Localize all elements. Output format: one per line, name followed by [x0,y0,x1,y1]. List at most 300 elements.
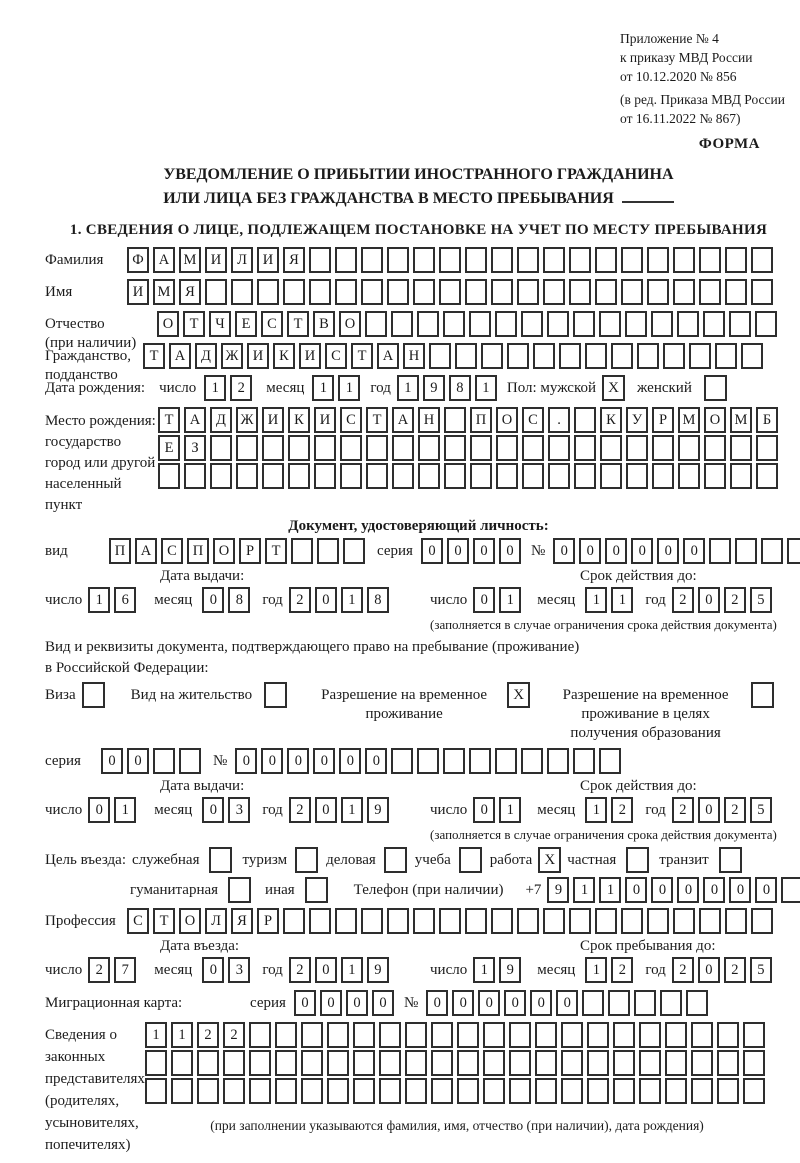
char-cell[interactable]: И [257,247,279,273]
char-cell[interactable]: 0 [473,538,495,564]
char-cell[interactable]: Т [366,407,388,433]
char-cell[interactable] [509,1050,531,1076]
purpose-business-checkbox[interactable] [384,847,407,873]
char-cell[interactable] [647,247,669,273]
char-cell[interactable] [574,463,596,489]
char-cell[interactable] [314,435,336,461]
char-cell[interactable] [561,1050,583,1076]
char-cell[interactable]: 0 [235,748,257,774]
char-cell[interactable]: 0 [372,990,394,1016]
char-cell[interactable]: Д [210,407,232,433]
char-cell[interactable]: 0 [657,538,679,564]
char-cell[interactable] [301,1022,323,1048]
char-cell[interactable]: 9 [367,797,389,823]
char-cell[interactable] [600,435,622,461]
char-cell[interactable] [443,748,465,774]
char-cell[interactable] [573,748,595,774]
char-cell[interactable]: 2 [724,797,746,823]
char-cell[interactable]: 9 [367,957,389,983]
char-cell[interactable] [730,435,752,461]
char-cell[interactable] [353,1050,375,1076]
char-cell[interactable]: Я [179,279,201,305]
char-cell[interactable] [392,435,414,461]
char-cell[interactable] [755,311,777,337]
char-cell[interactable]: Л [205,908,227,934]
char-cell[interactable] [444,407,466,433]
char-cell[interactable] [651,311,673,337]
char-cell[interactable] [184,463,206,489]
char-cell[interactable] [569,279,591,305]
char-cell[interactable] [639,1078,661,1104]
char-cell[interactable] [291,538,313,564]
char-cell[interactable] [547,748,569,774]
purpose-transit-checkbox[interactable] [719,847,742,873]
char-cell[interactable]: 0 [421,538,443,564]
char-cell[interactable] [686,990,708,1016]
char-cell[interactable] [413,908,435,934]
char-cell[interactable] [340,435,362,461]
char-cell[interactable] [417,748,439,774]
char-cell[interactable]: . [548,407,570,433]
char-cell[interactable] [599,311,621,337]
sex-female-checkbox[interactable] [704,375,727,401]
char-cell[interactable] [647,908,669,934]
char-cell[interactable] [613,1022,635,1048]
char-cell[interactable]: 0 [698,797,720,823]
char-cell[interactable] [249,1078,271,1104]
char-cell[interactable] [465,279,487,305]
char-cell[interactable] [559,343,581,369]
char-cell[interactable] [751,279,773,305]
char-cell[interactable] [517,279,539,305]
char-cell[interactable]: 9 [547,877,569,903]
char-cell[interactable] [587,1078,609,1104]
char-cell[interactable]: 2 [223,1022,245,1048]
char-cell[interactable] [361,279,383,305]
char-cell[interactable] [582,990,604,1016]
char-cell[interactable]: 0 [556,990,578,1016]
char-cell[interactable]: 0 [315,587,337,613]
char-cell[interactable]: П [187,538,209,564]
char-cell[interactable] [496,463,518,489]
char-cell[interactable]: 0 [339,748,361,774]
char-cell[interactable]: 1 [312,375,334,401]
char-cell[interactable] [439,247,461,273]
char-cell[interactable] [621,908,643,934]
char-cell[interactable]: Т [183,311,205,337]
char-cell[interactable]: 2 [611,797,633,823]
char-cell[interactable] [418,463,440,489]
char-cell[interactable]: 0 [320,990,342,1016]
char-cell[interactable] [574,435,596,461]
char-cell[interactable]: 0 [625,877,647,903]
char-cell[interactable] [665,1050,687,1076]
char-cell[interactable]: 1 [499,797,521,823]
char-cell[interactable]: 1 [475,375,497,401]
residence-permit-checkbox[interactable] [264,682,287,708]
char-cell[interactable] [699,247,721,273]
char-cell[interactable] [457,1050,479,1076]
char-cell[interactable] [543,279,565,305]
char-cell[interactable] [223,1050,245,1076]
char-cell[interactable]: И [247,343,269,369]
char-cell[interactable]: У [626,407,648,433]
char-cell[interactable]: В [313,311,335,337]
char-cell[interactable]: 0 [127,748,149,774]
char-cell[interactable] [507,343,529,369]
char-cell[interactable]: 0 [499,538,521,564]
char-cell[interactable] [158,463,180,489]
char-cell[interactable]: А [135,538,157,564]
char-cell[interactable]: О [179,908,201,934]
char-cell[interactable] [455,343,477,369]
char-cell[interactable] [327,1050,349,1076]
char-cell[interactable] [522,463,544,489]
char-cell[interactable] [569,908,591,934]
char-cell[interactable] [561,1022,583,1048]
char-cell[interactable] [210,435,232,461]
char-cell[interactable]: С [127,908,149,934]
char-cell[interactable] [717,1078,739,1104]
char-cell[interactable]: 5 [750,797,772,823]
char-cell[interactable] [405,1022,427,1048]
char-cell[interactable] [379,1050,401,1076]
char-cell[interactable] [431,1078,453,1104]
char-cell[interactable] [275,1078,297,1104]
char-cell[interactable]: Т [265,538,287,564]
char-cell[interactable] [743,1022,765,1048]
char-cell[interactable]: 7 [114,957,136,983]
char-cell[interactable]: 0 [631,538,653,564]
char-cell[interactable]: 0 [677,877,699,903]
char-cell[interactable] [717,1022,739,1048]
char-cell[interactable] [741,343,763,369]
char-cell[interactable] [366,435,388,461]
char-cell[interactable] [249,1050,271,1076]
char-cell[interactable]: 2 [672,957,694,983]
char-cell[interactable] [699,279,721,305]
char-cell[interactable] [729,311,751,337]
char-cell[interactable]: Ч [209,311,231,337]
char-cell[interactable] [517,247,539,273]
char-cell[interactable] [283,279,305,305]
char-cell[interactable] [522,435,544,461]
char-cell[interactable] [689,343,711,369]
char-cell[interactable] [469,311,491,337]
char-cell[interactable]: 0 [755,877,777,903]
char-cell[interactable] [262,463,284,489]
char-cell[interactable]: С [325,343,347,369]
purpose-study-checkbox[interactable] [459,847,482,873]
char-cell[interactable]: И [127,279,149,305]
char-cell[interactable] [444,435,466,461]
char-cell[interactable] [335,279,357,305]
char-cell[interactable]: 2 [289,797,311,823]
char-cell[interactable] [709,538,731,564]
char-cell[interactable] [495,311,517,337]
purpose-private-checkbox[interactable] [626,847,649,873]
char-cell[interactable]: 0 [530,990,552,1016]
char-cell[interactable]: А [392,407,414,433]
char-cell[interactable] [751,247,773,273]
char-cell[interactable]: И [262,407,284,433]
char-cell[interactable] [743,1050,765,1076]
char-cell[interactable] [413,247,435,273]
char-cell[interactable] [391,748,413,774]
char-cell[interactable] [725,247,747,273]
purpose-work-checkbox[interactable]: X [538,847,561,873]
char-cell[interactable] [301,1050,323,1076]
char-cell[interactable] [595,247,617,273]
char-cell[interactable]: Т [158,407,180,433]
char-cell[interactable]: 3 [228,957,250,983]
char-cell[interactable] [639,1022,661,1048]
char-cell[interactable] [573,311,595,337]
char-cell[interactable] [491,279,513,305]
char-cell[interactable] [366,463,388,489]
char-cell[interactable] [443,311,465,337]
char-cell[interactable]: П [470,407,492,433]
char-cell[interactable]: Т [287,311,309,337]
char-cell[interactable] [543,908,565,934]
char-cell[interactable] [309,908,331,934]
char-cell[interactable]: С [261,311,283,337]
char-cell[interactable] [343,538,365,564]
char-cell[interactable] [145,1078,167,1104]
char-cell[interactable] [470,463,492,489]
char-cell[interactable]: С [522,407,544,433]
char-cell[interactable]: 1 [473,957,495,983]
char-cell[interactable]: И [299,343,321,369]
char-cell[interactable] [704,463,726,489]
char-cell[interactable] [309,247,331,273]
char-cell[interactable] [457,1022,479,1048]
char-cell[interactable] [691,1050,713,1076]
char-cell[interactable] [275,1050,297,1076]
char-cell[interactable]: И [205,247,227,273]
char-cell[interactable]: 0 [202,797,224,823]
char-cell[interactable]: О [157,311,179,337]
char-cell[interactable] [517,908,539,934]
char-cell[interactable] [465,908,487,934]
char-cell[interactable] [521,311,543,337]
char-cell[interactable] [621,279,643,305]
char-cell[interactable]: А [377,343,399,369]
char-cell[interactable]: 0 [346,990,368,1016]
char-cell[interactable]: К [288,407,310,433]
char-cell[interactable] [301,1078,323,1104]
char-cell[interactable]: 2 [230,375,252,401]
char-cell[interactable] [223,1078,245,1104]
char-cell[interactable] [535,1078,557,1104]
char-cell[interactable]: 1 [599,877,621,903]
char-cell[interactable] [257,279,279,305]
char-cell[interactable] [365,311,387,337]
char-cell[interactable]: 0 [101,748,123,774]
char-cell[interactable] [595,279,617,305]
char-cell[interactable] [262,435,284,461]
char-cell[interactable] [491,908,513,934]
purpose-humanitarian-checkbox[interactable] [228,877,251,903]
char-cell[interactable]: 1 [611,587,633,613]
char-cell[interactable]: О [704,407,726,433]
char-cell[interactable]: 2 [672,587,694,613]
char-cell[interactable] [613,1050,635,1076]
char-cell[interactable] [735,538,757,564]
char-cell[interactable] [361,908,383,934]
char-cell[interactable] [197,1078,219,1104]
char-cell[interactable] [637,343,659,369]
char-cell[interactable]: С [340,407,362,433]
char-cell[interactable] [725,908,747,934]
char-cell[interactable]: 0 [426,990,448,1016]
char-cell[interactable]: 0 [313,748,335,774]
char-cell[interactable] [483,1022,505,1048]
char-cell[interactable] [743,1078,765,1104]
char-cell[interactable]: 0 [365,748,387,774]
char-cell[interactable] [543,247,565,273]
char-cell[interactable]: Е [158,435,180,461]
char-cell[interactable]: 1 [341,797,363,823]
char-cell[interactable]: 2 [197,1022,219,1048]
char-cell[interactable] [495,748,517,774]
char-cell[interactable] [535,1050,557,1076]
char-cell[interactable] [634,990,656,1016]
char-cell[interactable] [587,1050,609,1076]
char-cell[interactable]: М [153,279,175,305]
char-cell[interactable] [283,908,305,934]
char-cell[interactable] [309,279,331,305]
char-cell[interactable] [491,247,513,273]
char-cell[interactable] [756,435,778,461]
char-cell[interactable] [569,247,591,273]
char-cell[interactable]: 2 [611,957,633,983]
char-cell[interactable] [509,1078,531,1104]
char-cell[interactable]: Ж [221,343,243,369]
char-cell[interactable]: Р [652,407,674,433]
char-cell[interactable]: 0 [261,748,283,774]
char-cell[interactable]: Т [143,343,165,369]
char-cell[interactable] [405,1078,427,1104]
char-cell[interactable]: 0 [202,587,224,613]
char-cell[interactable] [335,247,357,273]
char-cell[interactable]: 2 [672,797,694,823]
char-cell[interactable]: А [169,343,191,369]
char-cell[interactable] [413,279,435,305]
char-cell[interactable] [626,463,648,489]
char-cell[interactable] [340,463,362,489]
char-cell[interactable]: 9 [423,375,445,401]
char-cell[interactable] [533,343,555,369]
char-cell[interactable]: 1 [114,797,136,823]
char-cell[interactable]: Б [756,407,778,433]
char-cell[interactable]: 1 [171,1022,193,1048]
char-cell[interactable] [231,279,253,305]
char-cell[interactable] [548,435,570,461]
char-cell[interactable] [431,1050,453,1076]
char-cell[interactable]: Н [403,343,425,369]
char-cell[interactable]: А [184,407,206,433]
char-cell[interactable] [678,435,700,461]
char-cell[interactable]: Ф [127,247,149,273]
char-cell[interactable] [717,1050,739,1076]
char-cell[interactable]: 0 [287,748,309,774]
char-cell[interactable] [457,1078,479,1104]
char-cell[interactable] [417,311,439,337]
char-cell[interactable]: 1 [338,375,360,401]
char-cell[interactable]: 5 [750,587,772,613]
char-cell[interactable] [652,463,674,489]
char-cell[interactable]: 1 [204,375,226,401]
char-cell[interactable]: 1 [88,587,110,613]
char-cell[interactable]: 1 [585,587,607,613]
char-cell[interactable] [652,435,674,461]
char-cell[interactable]: 1 [573,877,595,903]
char-cell[interactable]: Е [235,311,257,337]
char-cell[interactable]: О [213,538,235,564]
char-cell[interactable]: 0 [729,877,751,903]
char-cell[interactable]: 1 [585,957,607,983]
char-cell[interactable] [691,1022,713,1048]
char-cell[interactable]: З [184,435,206,461]
char-cell[interactable] [761,538,783,564]
char-cell[interactable]: 2 [289,587,311,613]
char-cell[interactable]: Я [283,247,305,273]
char-cell[interactable]: 0 [605,538,627,564]
char-cell[interactable] [205,279,227,305]
char-cell[interactable] [678,463,700,489]
char-cell[interactable] [587,1022,609,1048]
char-cell[interactable]: 0 [452,990,474,1016]
char-cell[interactable]: 0 [473,797,495,823]
char-cell[interactable] [171,1050,193,1076]
char-cell[interactable]: 2 [724,587,746,613]
char-cell[interactable]: 2 [88,957,110,983]
char-cell[interactable] [663,343,685,369]
visa-checkbox[interactable] [82,682,105,708]
char-cell[interactable]: Р [257,908,279,934]
char-cell[interactable] [353,1078,375,1104]
purpose-tourism-checkbox[interactable] [295,847,318,873]
char-cell[interactable] [599,748,621,774]
char-cell[interactable] [613,1078,635,1104]
char-cell[interactable] [197,1050,219,1076]
char-cell[interactable] [608,990,630,1016]
char-cell[interactable] [621,247,643,273]
char-cell[interactable] [236,463,258,489]
char-cell[interactable] [673,908,695,934]
char-cell[interactable]: 6 [114,587,136,613]
char-cell[interactable] [439,908,461,934]
char-cell[interactable] [665,1078,687,1104]
char-cell[interactable]: 0 [294,990,316,1016]
char-cell[interactable] [639,1050,661,1076]
char-cell[interactable]: 1 [585,797,607,823]
char-cell[interactable] [444,463,466,489]
char-cell[interactable] [327,1022,349,1048]
char-cell[interactable] [391,311,413,337]
char-cell[interactable]: 0 [478,990,500,1016]
char-cell[interactable] [439,279,461,305]
char-cell[interactable] [361,247,383,273]
char-cell[interactable]: 1 [397,375,419,401]
sex-male-checkbox[interactable]: X [602,375,625,401]
char-cell[interactable]: Т [351,343,373,369]
char-cell[interactable]: 0 [473,587,495,613]
char-cell[interactable] [611,343,633,369]
char-cell[interactable] [249,1022,271,1048]
char-cell[interactable] [547,311,569,337]
